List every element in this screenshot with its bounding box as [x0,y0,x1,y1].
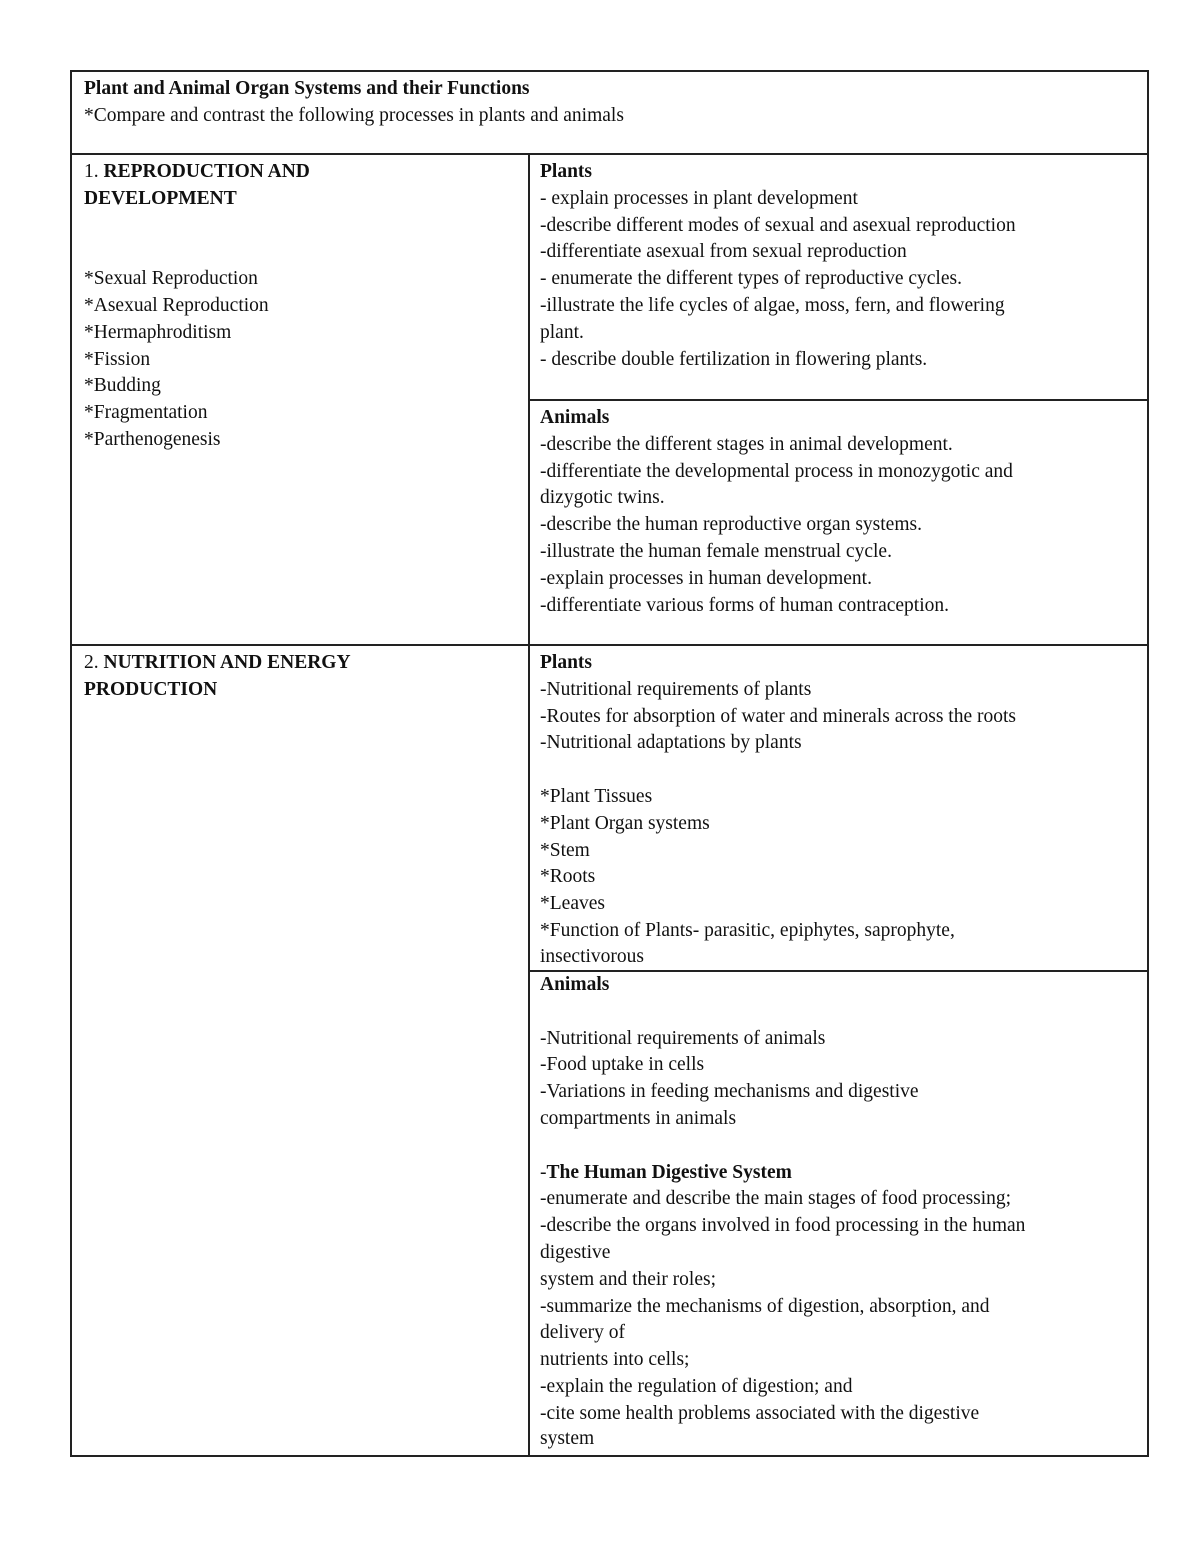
section-nutrition-topics [72,646,530,1457]
objective-line: system and their roles; [540,1268,717,1290]
topic-item: *Hermaphroditism [84,321,232,343]
digestive-dash: - [540,1161,547,1183]
objective-line: nutrients into cells; [540,1349,690,1371]
objective-line: - explain processes in plant development [540,187,858,209]
plants-heading: Plants [540,161,593,182]
digestive-heading: The Human Digestive System [546,1161,792,1183]
objectives-table [70,70,1149,1457]
objective-line: dizygotic twins. [540,487,665,509]
topic-item: *Fission [84,348,151,370]
objective-line: -Nutritional requirements of plants [540,678,812,700]
plants-nutrition-cell [530,646,1147,970]
objective-line: -describe the different stages in animal development. [540,433,953,455]
objective-line: - describe double fertilization in flowering plants. [540,348,928,370]
topic-item: insectivorous [540,945,644,967]
objective-line: -illustrate the life cycles of algae, moss, fern, and flowering [540,294,1005,316]
objective-line: system [540,1427,595,1449]
objective-line: -illustrate the human female menstrual cycle. [540,540,892,562]
objective-line: -Nutritional adaptations by plants [540,732,802,754]
objective-line: -differentiate various forms of human contraception. [540,594,949,616]
objective-line: - enumerate the different types of reproductive cycles. [540,268,962,290]
animals-reproduction-cell [530,399,1147,644]
section-reproduction-topics [72,155,530,644]
objective-line: digestive [540,1241,611,1263]
objective-line: -enumerate and describe the main stages of food processing; [540,1188,1012,1210]
objective-line: -Nutritional requirements of animals [540,1027,826,1049]
topic-item: *Roots [540,866,596,888]
topic-item: *Plant Tissues [540,785,653,807]
topic-item: *Leaves [540,893,605,915]
topic-item: *Parthenogenesis [84,428,221,450]
topic-item: *Asexual Reproduction [84,294,269,316]
objective-line: -cite some health problems associated with the digestive [540,1402,980,1424]
topic-item: *Plant Organ systems [540,812,710,834]
section-title: REPRODUCTION AND [103,161,310,182]
plants-heading: Plants [540,652,593,673]
topic-item: *Sexual Reproduction [84,268,258,290]
section-reproduction [72,155,1147,644]
document-title: Plant and Animal Organ Systems and their Functions [84,78,530,99]
section-title-cont: DEVELOPMENT [84,187,237,209]
topic-item: *Function of Plants- parasitic, epiphytes, saprophyte, [540,919,955,941]
section-nutrition [72,644,1147,1457]
objective-line: -Routes for absorption of water and minerals across the roots [540,705,1016,727]
topic-item: *Stem [540,839,590,861]
objective-line: plant. [540,321,584,343]
document-subtitle: *Compare and contrast the following processes in plants and animals [84,104,624,126]
objective-line: -Variations in feeding mechanisms and digestive [540,1081,919,1103]
objective-line: -explain the regulation of digestion; and [540,1375,853,1397]
objective-line: -describe different modes of sexual and asexual reproduction [540,214,1016,236]
section-title-cont: PRODUCTION [84,678,218,700]
topic-item: *Budding [84,375,161,397]
objective-line: -summarize the mechanisms of digestion, absorption, and [540,1295,990,1317]
objective-line: -explain processes in human development. [540,567,872,589]
section-title: NUTRITION AND ENERGY [103,652,351,673]
table-header [72,72,1147,155]
objective-line: -Food uptake in cells [540,1054,705,1076]
objective-line: compartments in animals [540,1107,737,1129]
animals-heading: Animals [540,407,610,428]
objective-line: -differentiate the developmental process in monozygotic and [540,460,1013,482]
objective-line: -differentiate asexual from sexual reproduction [540,241,907,263]
plants-reproduction-cell [530,155,1147,399]
objective-line: -describe the human reproductive organ systems. [540,514,922,536]
objective-line: -describe the organs involved in food processing in the human [540,1215,1026,1237]
objective-line: delivery of [540,1322,626,1344]
animals-nutrition-cell [530,970,1147,1457]
animals-heading: Animals [540,974,610,995]
section-number: 1. [84,161,104,182]
section-number: 2. [84,652,104,673]
topic-item: *Fragmentation [84,402,208,424]
